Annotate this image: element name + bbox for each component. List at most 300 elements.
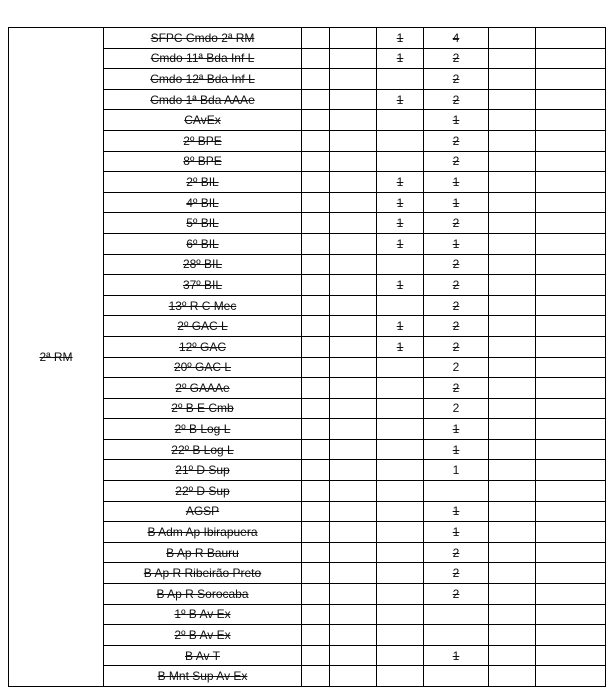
- col7-cell: [536, 439, 606, 460]
- col5-cell-value: 2: [452, 216, 460, 231]
- col6-cell: [489, 110, 536, 131]
- col3-cell: [330, 419, 377, 440]
- unit-cell-value: 2º GAC L: [177, 319, 228, 334]
- unit-cell: [104, 254, 302, 275]
- col2-cell: [302, 28, 330, 49]
- unit-cell: [104, 481, 302, 502]
- col5-cell: [424, 130, 489, 151]
- col7-cell: [536, 625, 606, 646]
- col2-cell: [302, 254, 330, 275]
- col7-cell: [536, 316, 606, 337]
- col5-cell: [424, 357, 489, 378]
- col6-cell: [489, 481, 536, 502]
- col3-cell: [330, 48, 377, 69]
- col4-cell: [377, 563, 424, 584]
- units-table: [8, 27, 606, 687]
- col2-cell: [302, 625, 330, 646]
- unit-cell: [104, 645, 302, 666]
- col5-cell-value: 1: [452, 236, 460, 251]
- col5-cell: [424, 439, 489, 460]
- col5-cell: [424, 398, 489, 419]
- col6-cell: [489, 357, 536, 378]
- col2-cell: [302, 295, 330, 316]
- col4-cell: [377, 419, 424, 440]
- col4-cell: [377, 481, 424, 502]
- col5-cell: [424, 666, 489, 687]
- col4-cell: [377, 439, 424, 460]
- col6-cell: [489, 542, 536, 563]
- col2-cell: [302, 69, 330, 90]
- col3-cell: [330, 89, 377, 110]
- col4-cell: [377, 666, 424, 687]
- unit-cell-value: 2º B Av Ex: [174, 628, 231, 643]
- col5-cell: [424, 192, 489, 213]
- col2-cell: [302, 130, 330, 151]
- col3-cell: [330, 295, 377, 316]
- col3-cell: [330, 336, 377, 357]
- col7-cell: [536, 336, 606, 357]
- col6-cell: [489, 398, 536, 419]
- col2-cell: [302, 398, 330, 419]
- col7-cell: [536, 604, 606, 625]
- unit-cell: [104, 28, 302, 49]
- col3-cell: [330, 522, 377, 543]
- unit-cell-value: 22º B Log L: [171, 442, 234, 457]
- col4-cell: [377, 604, 424, 625]
- col4-cell: [377, 192, 424, 213]
- col7-cell: [536, 542, 606, 563]
- unit-cell: [104, 192, 302, 213]
- unit-cell-value: SFPC Cmdo 2ª RM: [150, 30, 255, 45]
- col2-cell: [302, 542, 330, 563]
- col4-cell: [377, 213, 424, 234]
- col3-cell: [330, 110, 377, 131]
- col2-cell: [302, 151, 330, 172]
- col5-cell-value: 2: [452, 71, 460, 86]
- col3-cell: [330, 213, 377, 234]
- col3-cell: [330, 192, 377, 213]
- unit-cell: [104, 69, 302, 90]
- col3-cell: [330, 378, 377, 399]
- col4-cell-value: 1: [396, 30, 404, 45]
- col7-cell: [536, 481, 606, 502]
- col2-cell: [302, 645, 330, 666]
- col7-cell: [536, 48, 606, 69]
- col4-cell: [377, 275, 424, 296]
- unit-cell-value: 37º BIL: [182, 277, 223, 292]
- col2-cell: [302, 501, 330, 522]
- col6-cell: [489, 645, 536, 666]
- col5-cell: [424, 295, 489, 316]
- unit-cell: [104, 357, 302, 378]
- col4-cell: [377, 357, 424, 378]
- unit-cell: [104, 130, 302, 151]
- col4-cell: [377, 254, 424, 275]
- col3-cell: [330, 233, 377, 254]
- unit-cell: [104, 110, 302, 131]
- col5-cell-value: 1: [452, 113, 460, 128]
- unit-cell: [104, 213, 302, 234]
- col4-cell-value: 1: [396, 339, 404, 354]
- unit-cell-value: Cmdo 11ª Bda Inf L: [150, 51, 255, 66]
- col5-cell: [424, 604, 489, 625]
- unit-cell: [104, 398, 302, 419]
- unit-cell-value: B Ap R Bauru: [166, 545, 239, 560]
- col4-cell: [377, 542, 424, 563]
- col4-cell: [377, 172, 424, 193]
- col4-cell: [377, 69, 424, 90]
- col5-cell-value: 2: [452, 319, 460, 334]
- col3-cell: [330, 501, 377, 522]
- unit-cell-value: B Ap R Sorocaba: [156, 586, 249, 601]
- col5-cell-value: 2: [452, 545, 460, 560]
- col5-cell: [424, 172, 489, 193]
- col4-cell: [377, 501, 424, 522]
- col7-cell: [536, 151, 606, 172]
- col7-cell: [536, 213, 606, 234]
- unit-cell-value: B Adm Ap Ibirapuera: [147, 525, 258, 540]
- col5-cell: [424, 460, 489, 481]
- col2-cell: [302, 336, 330, 357]
- unit-cell-value: 2º GAAAe: [175, 380, 230, 395]
- col4-cell-value: 1: [396, 236, 404, 251]
- col5-cell: [424, 28, 489, 49]
- col3-cell: [330, 69, 377, 90]
- col6-cell: [489, 522, 536, 543]
- col4-cell: [377, 48, 424, 69]
- unit-cell: [104, 48, 302, 69]
- unit-cell: [104, 89, 302, 110]
- table-body: [9, 28, 606, 687]
- col5-cell: [424, 522, 489, 543]
- col3-cell: [330, 584, 377, 605]
- col2-cell: [302, 192, 330, 213]
- col2-cell: [302, 584, 330, 605]
- col6-cell: [489, 316, 536, 337]
- col3-cell: [330, 481, 377, 502]
- col2-cell: [302, 604, 330, 625]
- col5-cell-value: 2: [452, 133, 460, 148]
- col7-cell: [536, 357, 606, 378]
- col3-cell: [330, 460, 377, 481]
- col5-cell-value: 2: [452, 566, 460, 581]
- col5-cell-value: 1: [452, 422, 460, 437]
- col5-cell: [424, 584, 489, 605]
- col7-cell: [536, 666, 606, 687]
- col7-cell: [536, 584, 606, 605]
- unit-cell-value: 28º BIL: [182, 257, 223, 272]
- unit-cell: [104, 151, 302, 172]
- col6-cell: [489, 275, 536, 296]
- col2-cell: [302, 460, 330, 481]
- col5-cell-value: 2: [452, 586, 460, 601]
- col5-cell: [424, 254, 489, 275]
- col5-cell-value: 4: [452, 30, 460, 45]
- unit-cell: [104, 542, 302, 563]
- col6-cell: [489, 419, 536, 440]
- col7-cell: [536, 233, 606, 254]
- col6-cell: [489, 460, 536, 481]
- col2-cell: [302, 89, 330, 110]
- unit-cell: [104, 584, 302, 605]
- col4-cell: [377, 645, 424, 666]
- col6-cell: [489, 666, 536, 687]
- col7-cell: [536, 110, 606, 131]
- col2-cell: [302, 48, 330, 69]
- col3-cell: [330, 275, 377, 296]
- col6-cell: [489, 172, 536, 193]
- col7-cell: [536, 172, 606, 193]
- col5-cell: [424, 563, 489, 584]
- col7-cell: [536, 501, 606, 522]
- col7-cell: [536, 89, 606, 110]
- unit-cell-value: 4º BIL: [186, 195, 219, 210]
- unit-cell: [104, 501, 302, 522]
- col6-cell: [489, 192, 536, 213]
- col2-cell: [302, 378, 330, 399]
- unit-cell-value: 13º R C Mec: [168, 298, 237, 313]
- col5-cell-value: 1: [452, 195, 460, 210]
- col5-cell: [424, 213, 489, 234]
- col3-cell: [330, 151, 377, 172]
- unit-cell-value: 2º B Log L: [174, 422, 231, 437]
- unit-cell-value: 5º BIL: [186, 216, 219, 231]
- col5-cell: [424, 316, 489, 337]
- col5-cell-value: 2: [452, 92, 460, 107]
- unit-cell: [104, 625, 302, 646]
- col5-cell: [424, 481, 489, 502]
- col2-cell: [302, 275, 330, 296]
- col7-cell: [536, 192, 606, 213]
- col2-cell: [302, 316, 330, 337]
- unit-cell: [104, 172, 302, 193]
- col5-cell-value: 2: [452, 154, 460, 169]
- col6-cell: [489, 295, 536, 316]
- col5-cell: [424, 501, 489, 522]
- col5-cell-value: 2: [452, 339, 460, 354]
- col4-cell: [377, 28, 424, 49]
- col3-cell: [330, 316, 377, 337]
- unit-cell: [104, 604, 302, 625]
- col5-cell: [424, 69, 489, 90]
- col4-cell: [377, 522, 424, 543]
- col4-cell: [377, 625, 424, 646]
- col4-cell: [377, 336, 424, 357]
- col5-cell-value: 1: [452, 442, 460, 457]
- col6-cell: [489, 378, 536, 399]
- col3-cell: [330, 563, 377, 584]
- col4-cell: [377, 460, 424, 481]
- col2-cell: [302, 522, 330, 543]
- col6-cell: [489, 213, 536, 234]
- col6-cell: [489, 625, 536, 646]
- unit-cell: [104, 316, 302, 337]
- col4-cell: [377, 584, 424, 605]
- col3-cell: [330, 130, 377, 151]
- col5-cell-value: 2: [452, 51, 460, 66]
- unit-cell: [104, 275, 302, 296]
- col3-cell: [330, 254, 377, 275]
- unit-cell-value: 12º GAC: [178, 339, 227, 354]
- col5-cell: [424, 542, 489, 563]
- unit-cell-value: 2º BPE: [183, 133, 222, 148]
- col7-cell: [536, 645, 606, 666]
- unit-cell-value: Cmdo 1ª Bda AAAe: [150, 92, 255, 107]
- unit-cell-value: Cmdo 12ª Bda Inf L: [150, 71, 255, 86]
- col3-cell: [330, 542, 377, 563]
- col6-cell: [489, 563, 536, 584]
- col4-cell: [377, 110, 424, 131]
- col4-cell-value: 1: [396, 216, 404, 231]
- unit-cell: [104, 419, 302, 440]
- col5-cell-value: 2: [452, 298, 460, 313]
- col5-cell-value: 1: [452, 648, 460, 663]
- unit-cell: [104, 233, 302, 254]
- col7-cell: [536, 254, 606, 275]
- col4-cell: [377, 233, 424, 254]
- unit-cell-value: 6º BIL: [186, 236, 219, 251]
- col4-cell-value: 1: [396, 51, 404, 66]
- col5-cell-value: 1: [452, 525, 460, 540]
- unit-cell: [104, 666, 302, 687]
- col4-cell: [377, 378, 424, 399]
- col4-cell: [377, 151, 424, 172]
- col7-cell: [536, 295, 606, 316]
- col2-cell: [302, 666, 330, 687]
- col6-cell: [489, 28, 536, 49]
- col6-cell: [489, 89, 536, 110]
- unit-cell-value: B Ap R Ribeirão Preto: [143, 566, 262, 581]
- unit-cell-value: B Av T: [185, 648, 220, 663]
- col5-cell-value: 2: [452, 401, 460, 416]
- unit-cell: [104, 439, 302, 460]
- col3-cell: [330, 645, 377, 666]
- col5-cell-value: 2: [452, 257, 460, 272]
- col5-cell-value: 2: [452, 277, 460, 292]
- col2-cell: [302, 439, 330, 460]
- col2-cell: [302, 419, 330, 440]
- col2-cell: [302, 563, 330, 584]
- col2-cell: [302, 357, 330, 378]
- unit-cell: [104, 460, 302, 481]
- col4-cell: [377, 89, 424, 110]
- col5-cell-value: 2: [452, 360, 460, 375]
- unit-cell-value: AGSP: [185, 504, 220, 519]
- col5-cell: [424, 110, 489, 131]
- col6-cell: [489, 604, 536, 625]
- col3-cell: [330, 625, 377, 646]
- col3-cell: [330, 439, 377, 460]
- col7-cell: [536, 398, 606, 419]
- region-label: 2ª RM: [39, 350, 73, 364]
- col7-cell: [536, 275, 606, 296]
- col3-cell: [330, 666, 377, 687]
- col3-cell: [330, 28, 377, 49]
- col5-cell: [424, 275, 489, 296]
- unit-cell: [104, 295, 302, 316]
- col5-cell-value: 2: [452, 380, 460, 395]
- col5-cell: [424, 336, 489, 357]
- unit-cell-value: B Mnt Sup Av Ex: [157, 669, 248, 684]
- unit-cell-value: CAvEx: [184, 113, 221, 128]
- unit-cell-value: 1º B Av Ex: [174, 607, 231, 622]
- col2-cell: [302, 481, 330, 502]
- region-cell: [9, 28, 104, 687]
- col4-cell: [377, 130, 424, 151]
- col2-cell: [302, 110, 330, 131]
- col3-cell: [330, 604, 377, 625]
- col7-cell: [536, 522, 606, 543]
- col7-cell: [536, 563, 606, 584]
- col4-cell: [377, 295, 424, 316]
- col4-cell: [377, 316, 424, 337]
- col5-cell: [424, 48, 489, 69]
- col4-cell-value: 1: [396, 277, 404, 292]
- col7-cell: [536, 130, 606, 151]
- col7-cell: [536, 460, 606, 481]
- col7-cell: [536, 419, 606, 440]
- unit-cell-value: 21º D Sup: [175, 463, 230, 478]
- col4-cell-value: 1: [396, 92, 404, 107]
- unit-cell-value: 2º BIL: [186, 174, 219, 189]
- col4-cell: [377, 398, 424, 419]
- col7-cell: [536, 28, 606, 49]
- col4-cell-value: 1: [396, 195, 404, 210]
- unit-cell: [104, 378, 302, 399]
- col6-cell: [489, 151, 536, 172]
- col7-cell: [536, 69, 606, 90]
- unit-cell: [104, 522, 302, 543]
- col6-cell: [489, 233, 536, 254]
- col6-cell: [489, 48, 536, 69]
- col6-cell: [489, 501, 536, 522]
- page-top: [0, 0, 615, 27]
- unit-cell-value: 8º BPE: [183, 154, 222, 169]
- unit-cell: [104, 336, 302, 357]
- col6-cell: [489, 69, 536, 90]
- col5-cell-value: 1: [452, 463, 460, 478]
- col5-cell: [424, 645, 489, 666]
- col2-cell: [302, 233, 330, 254]
- col5-cell: [424, 625, 489, 646]
- col7-cell: [536, 378, 606, 399]
- col5-cell: [424, 151, 489, 172]
- col5-cell: [424, 233, 489, 254]
- col2-cell: [302, 172, 330, 193]
- col6-cell: [489, 439, 536, 460]
- col6-cell: [489, 584, 536, 605]
- col4-cell-value: 1: [396, 174, 404, 189]
- col5-cell: [424, 89, 489, 110]
- col5-cell: [424, 378, 489, 399]
- col6-cell: [489, 130, 536, 151]
- col2-cell: [302, 213, 330, 234]
- col5-cell-value: 1: [452, 174, 460, 189]
- unit-cell-value: 22º D Sup: [175, 483, 230, 498]
- col6-cell: [489, 336, 536, 357]
- col5-cell-value: 1: [452, 504, 460, 519]
- col5-cell: [424, 419, 489, 440]
- unit-cell: [104, 563, 302, 584]
- unit-cell-value: 2º B E Cmb: [171, 401, 234, 416]
- col3-cell: [330, 357, 377, 378]
- col3-cell: [330, 172, 377, 193]
- col4-cell-value: 1: [396, 319, 404, 334]
- col6-cell: [489, 254, 536, 275]
- col3-cell: [330, 398, 377, 419]
- unit-cell-value: 20º GAC L: [173, 360, 232, 375]
- table-row: [9, 28, 606, 49]
